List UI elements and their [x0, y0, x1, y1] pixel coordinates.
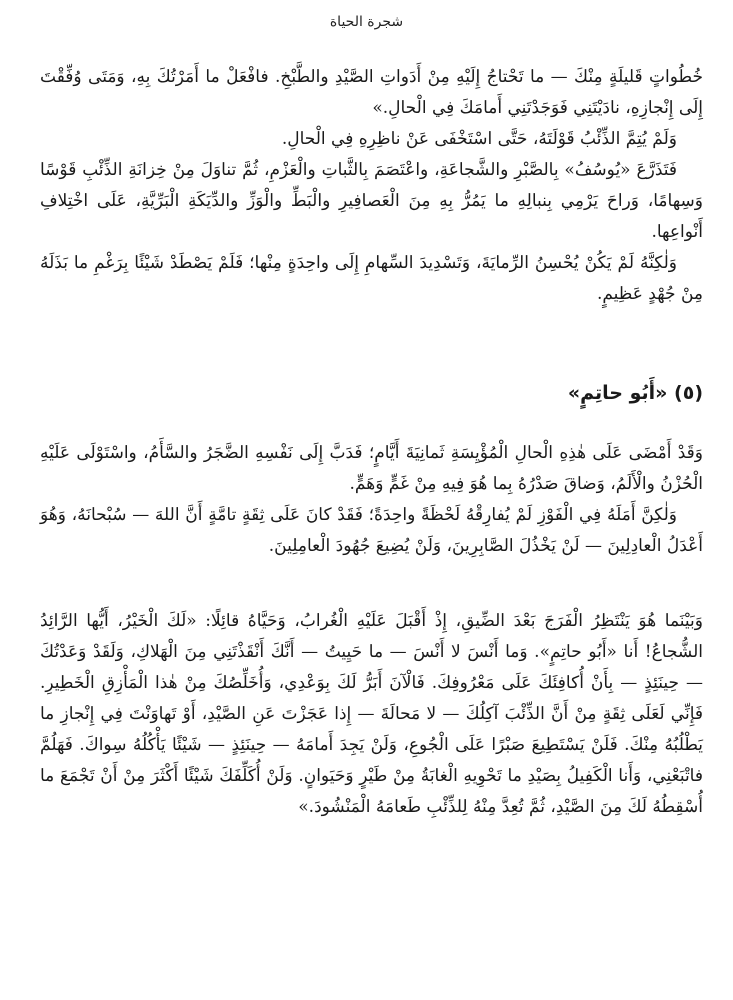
text-block-top [40, 62, 703, 310]
paragraph: وَقَدْ أَمْضَى عَلَى هٰذِهِ الْحالِ الْمُؤْيِسَةِ ثَمانِيَةَ أَيَّامٍ؛ فَدَبَّ إِلَى نَفْسِهِ الضَّجَرُ والسَّأَمُ، واسْتَوْلَى عَلَيْهِ الْحُزْنُ والْأَلَمُ، وَضاقَ صَدْرُهُ بِما هُوَ فِيهِ مِنْ غَمٍّ وَهَمٍّ. [40, 443, 703, 494]
paragraph: وَلَمْ يُتِمَّ الذِّئْبُ قَوْلَتَهُ، حَتَّى اسْتَخْفَى عَنْ ناظِرِهِ فِي الْحالِ. [281, 129, 677, 149]
paragraph: وَلٰكِنَّهُ لَمْ يَكُنْ يُحْسِنُ الرِّمايَةَ، وَتَسْدِيدَ السِّهامِ إِلَى واحِدَةٍ مِنْها؛ فَلَمْ يَصْطَدْ شَيْئًا بِرَغْمِ ما بَذَلَهُ مِنْ جُهْدٍ عَظِيمٍ. [40, 253, 703, 304]
text-block-middle [40, 438, 703, 562]
paragraph: وَلٰكِنَّ أَمَلَهُ فِي الْفَوْزِ لَمْ يُفارِقْهُ لَحْظَةً واحِدَةً؛ فَقَدْ كانَ عَلَى ثِقَةٍ تامَّةٍ أَنَّ اللهَ — سُبْحانَهُ، وَهُوَ أَعْدَلُ الْعادِلِينَ — لَنْ يَخْذُلَ الصَّابِرِينَ، وَلَنْ يُضِيعَ جُهُودَ الْعامِلِينَ. [40, 505, 703, 556]
paragraph: خُطُواتٍ قَليلَةٍ مِنْكَ — ما تَحْتاجُ إِلَيْهِ مِنْ أَدَواتِ الصَّيْدِ والطَّبْخِ. فافْعَلْ ما أَمَرْتُكَ بِهِ، وَمَتَى وُفِّقْتَ إِلَى إِنْجازِهِ، نادَيْتَنِي فَوَجَدْتَنِي أَمامَكَ فِي الْحالِ.» [40, 67, 703, 118]
paragraph: فَتَذَرَّعَ «يُوسُفُ» بِالصَّبْرِ والشَّجاعَةِ، واعْتَصَمَ بِالثَّباتِ والْعَزْمِ، ثُمَّ تناوَلَ مِنْ خِزانَةِ الذِّئْبِ قَوْسًا وَسِهامًا، وَراحَ يَرْمِي بِنبالِهِ ما يَمُرُّ بِهِ مِنَ الْعَصافِيرِ والْبَطِّ والْوَزِّ والدِّيَكَةِ الْبَرِّيَّةِ، عَلَى اخْتِلافِ أَنْواعِها. [40, 160, 703, 242]
text-block-bottom [40, 606, 703, 823]
chapter-heading: (٥) «أَبُو حاتِمٍ» [567, 382, 703, 404]
paragraph: وَبَيْنَما هُوَ يَنْتَظِرُ الْفَرَجَ بَعْدَ الضِّيقِ، إِذْ أَقْبَلَ عَلَيْهِ الْغُرابُ، وَحَيَّاهُ قائِلًا: «لَكَ الْخَيْرُ، أَيُّها الرَّائِدُ الشُّجاعُ! أَنا «أَبُو حاتِمٍ». وَما أَنْسَ لا أَنْسَ — ما حَيِيتُ — أَنَّكَ أَنْقَذْتَنِي مِنَ الْهَلاكِ، وَلَقَدْ وَعَدْتُكَ — حِينَئِذٍ — بِأَنْ أُكافِئَكَ عَلَى مَعْرُوفِكَ. فَالْآنَ أَبَرُّ لَكَ بِوَعْدِي، وَأُخَلِّصُكَ مِنْ هٰذا الْمَأْزِقِ الْخَطِيرِ. فَإِنِّي لَعَلَى ثِقَةٍ مِنْ أَنَّ الذِّئْبَ آكِلُكَ — لا مَحالَةَ — إِذا عَجَزْتَ عَنِ الصَّيْدِ، أَوْ تَهاوَنْتَ فِي إِنْجازِ ما يَطْلُبُهُ مِنْكَ. فَلَنْ يَسْتَطِيعَ صَبْرًا عَلَى الْجُوعِ، وَلَنْ يَجِدَ أَمامَهُ — حِينَئِذٍ — شَيْئًا يَأْكُلُهُ سِواكَ. فَهَلُمَّ فاتْبَعْنِي، وَأَنا الْكَفِيلُ بِصَيْدِ ما تَحْوِيهِ الْغابَةُ مِنْ طَيْرٍ وَحَيَوانٍ. وَلَنْ أُكَلِّفَكَ شَيْئًا أَكْثَرَ مِنْ أَنْ تَجْمَعَ ما أُسْقِطُهُ لَكَ مِنَ الصَّيْدِ، ثُمَّ تُعِدَّ مِنْهُ لِلذِّئْبِ طَعامَهُ الْمَنْشُودَ.» [40, 611, 703, 817]
running-header: شجرة الحياة [329, 14, 404, 30]
